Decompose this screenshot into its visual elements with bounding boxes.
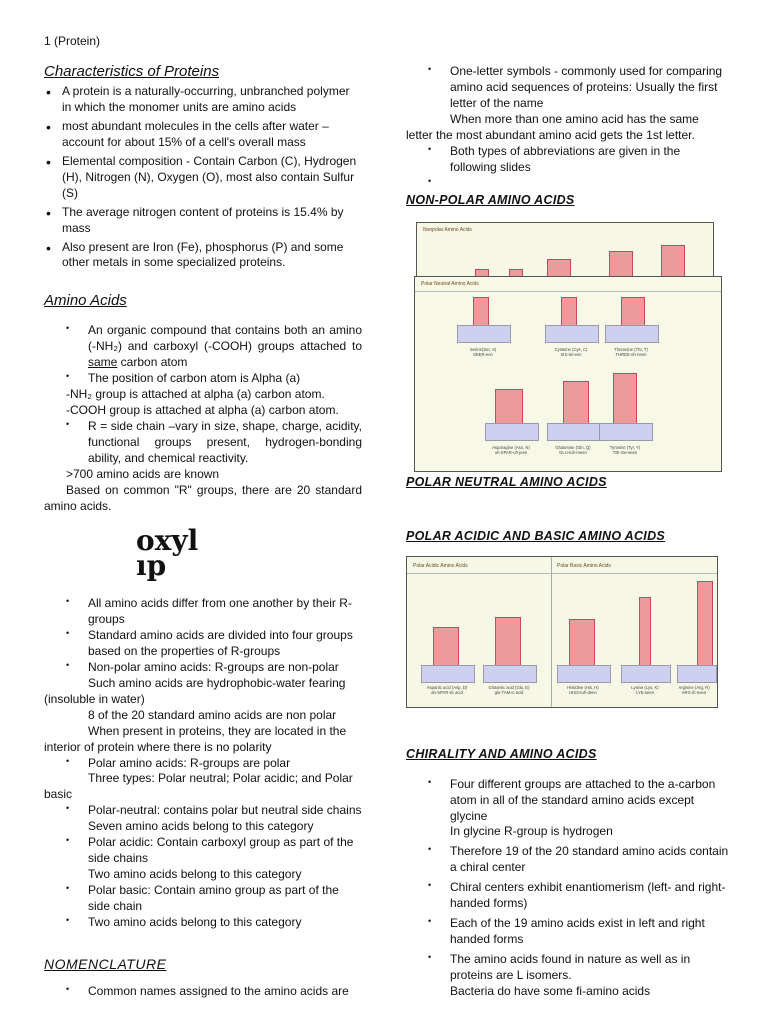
chirality-item-4: • Chiral centers exhibit enantiomerism (left- and right-handed forms) xyxy=(406,880,730,912)
cysteine-backbone xyxy=(545,325,599,343)
groups-item-2: • Standard amino acids are divided into four groups based on the properties of R-groups xyxy=(44,628,362,660)
lysine-side-chain xyxy=(639,597,651,667)
amino-acids-item-2: • The position of carbon atom is Alpha (a) xyxy=(44,371,362,387)
amino-acids-item-1 xyxy=(44,323,362,371)
groups-line-10: Seven amino acids belong to this category xyxy=(88,819,314,834)
glutamine-backbone xyxy=(547,423,601,441)
serine-side-chain xyxy=(473,297,489,327)
nomenclature-item-1: • Common names assigned to the amino acids are xyxy=(44,984,362,1000)
serine-backbone xyxy=(457,325,511,343)
aspartic-backbone xyxy=(421,665,475,683)
groups-line-6: When present in proteins, they are located in the interior of protein where there is no polarity xyxy=(44,723,347,754)
chirality-line-7: Bacteria do have some fi-amino acids xyxy=(450,984,651,999)
nonpolar-heading: NON-POLAR AMINO ACIDS xyxy=(406,192,575,207)
characteristics-item-2: • most abundant molecules in the cells after water – account for about 15% of a cell's overall mass xyxy=(44,119,362,151)
chirality-line-2: In glycine R-group is hydrogen xyxy=(450,824,613,839)
page-title: 1 (Protein) xyxy=(44,34,101,48)
arginine-backbone xyxy=(677,665,717,683)
acidic-fig-header: Polar Acidic Amino Acids xyxy=(413,563,468,569)
histidine-side-chain xyxy=(569,619,595,667)
tyrosine-caption: Tyrosine (Tyr, Y) TIE-roe-seen xyxy=(609,445,641,456)
characteristics-item-3: • Elemental composition - Contain Carbon (C), Hydrogen (H), Nitrogen (N), Oxygen (O), most also contain Sulfur (S) xyxy=(44,154,362,202)
polar-acidic-basic-heading: POLAR ACIDIC AND BASIC AMINO ACIDS xyxy=(406,529,666,543)
groups-section xyxy=(44,596,362,1000)
header-rule xyxy=(407,573,717,574)
amino-acids-heading: Amino Acids xyxy=(44,292,127,310)
characteristics-item-1: • A protein is a naturally-occurring, unbranched polymer in which the monomer units are amino acids xyxy=(44,84,362,116)
groups-line-12: Two amino acids belong to this category xyxy=(88,867,302,882)
threonine-backbone xyxy=(605,325,659,343)
groups-item-7: • Polar amino acids: R-groups are polar xyxy=(44,756,362,772)
header-rule xyxy=(415,291,721,292)
ghost-line-1: oxyl xyxy=(136,524,199,557)
histidine-caption: Histidine (His, H) HISS-tuh-deen xyxy=(567,685,599,696)
groups-line-5: 8 of the 20 standard amino acids are non polar xyxy=(88,707,337,722)
asparagine-side-chain xyxy=(495,389,523,425)
groups-item-13: • Polar basic: Contain amino group as part of the side chain xyxy=(44,883,362,915)
aspartic-side-chain xyxy=(433,627,459,667)
groups-item-9: • Polar-neutral: contains polar but neutral side chains xyxy=(44,803,362,819)
characteristics-item-5: • Also present are Iron (Fe), phosphorus (P) and some other metals in some specialized proteins. xyxy=(44,240,362,272)
amino-acids-line-7: Based on common "R" groups, there are 20 standard amino acids. xyxy=(44,482,362,513)
amino-acids-line-3: -NH₂ group is attached at alpha (a) carbon atom. xyxy=(66,387,325,402)
characteristics-heading: Characteristics of Proteins xyxy=(44,63,220,80)
glutamine-caption: Glutamine (Gln, Q) GLU-tuh-meen xyxy=(555,445,591,456)
amino-acids-item-1-post: carbon atom xyxy=(117,355,188,370)
serine-caption: Serine(Ser, S) SEER-een xyxy=(469,347,497,358)
amino-acids-line-6: >700 amino acids are known xyxy=(66,466,220,481)
polar-neutral-fig-header: Polar Neutral Amino Acids xyxy=(421,281,479,287)
nomenclature-heading: NOMENCLATURE xyxy=(44,956,167,973)
histidine-backbone xyxy=(557,665,611,683)
aspartic-caption: Aspartic acid (Asp, D) ah-SPAR-tic acid xyxy=(426,685,468,696)
cysteine-side-chain xyxy=(561,297,577,327)
cysteine-caption: Cysteine (Cys, C) SIS-tei-een xyxy=(554,347,588,358)
amino-acids-line-4: -COOH group is attached at alpha (a) carbon atom. xyxy=(66,403,339,418)
asparagine-backbone xyxy=(485,423,539,441)
amino-acids-item-1-same: same xyxy=(88,355,118,370)
symbols-item-4 xyxy=(406,176,728,190)
chirality-section xyxy=(406,746,730,1000)
symbols-item-3: • Both types of abbreviations are given in the following slides xyxy=(406,144,728,176)
groups-item-11: • Polar acidic: Contain carboxyl group as part of the side chains xyxy=(44,835,362,867)
arginine-side-chain xyxy=(697,581,713,667)
lysine-caption: Lysine (Lys, K) LYE-seen xyxy=(631,685,659,696)
cropped-carboxyl-group-image xyxy=(136,524,199,583)
groups-item-3: • Non-polar amino acids: R-groups are non-polar xyxy=(44,660,362,676)
glutamic-side-chain xyxy=(495,617,521,667)
polar-neutral-figure xyxy=(414,276,722,472)
symbols-line-2: When more than one amino acid has the same letter the most abundant amino acid gets the 1st letter. xyxy=(406,111,699,142)
glutamic-backbone xyxy=(483,665,537,683)
chirality-item-1: • Four different groups are attached to the a-carbon atom in all of the standard amino acids except glycine xyxy=(406,777,730,825)
groups-item-14: • Two amino acids belong to this category xyxy=(44,915,362,931)
amino-acids-item-1-pre: An organic compound that contains both an amino (-NH₂) and carboxyl (-COOH) groups attached to xyxy=(88,323,362,354)
tyrosine-backbone xyxy=(599,423,653,441)
nonpolar-figure-back xyxy=(416,222,714,282)
chirality-heading: CHIRALITY AND AMINO ACIDS xyxy=(406,747,597,761)
groups-item-1: • All amino acids differ from one another by their R-groups xyxy=(44,596,362,628)
arginine-caption: Arginine (Arg, R) ARG-ih-neen xyxy=(678,685,710,696)
lysine-backbone xyxy=(621,665,671,683)
threonine-caption: Threonine (Thr, T) THREE-oh-neen xyxy=(614,347,648,358)
symbols-item-1: • One-letter symbols - commonly used for comparing amino acid sequences of proteins: Usually the first letter of the name xyxy=(406,64,728,112)
right-column xyxy=(406,64,728,208)
chirality-item-6: • The amino acids found in nature as well as in proteins are L isomers. xyxy=(406,952,730,984)
groups-line-8: Three types: Polar neutral; Polar acidic; and Polar basic xyxy=(44,771,353,802)
ghost-line-2: ıp xyxy=(136,549,167,583)
glutamic-caption: Glutamic acid (Glu, E) glu-TAM-ic acid xyxy=(488,685,530,696)
chirality-item-5: • Each of the 19 amino acids exist in left and right handed forms xyxy=(406,916,730,948)
polar-acidic-basic-figure xyxy=(406,556,718,708)
groups-line-4: Such amino acids are hydrophobic-water fearing (insoluble in water) xyxy=(44,675,346,706)
glutamine-side-chain xyxy=(563,381,589,425)
nonpolar-fig-header: Nonpolar Amino Acids xyxy=(423,227,472,233)
chirality-item-3: • Therefore 19 of the 20 standard amino acids contain a chiral center xyxy=(406,844,730,876)
left-column xyxy=(44,62,362,515)
basic-fig-header: Polar Basic Amino Acids xyxy=(557,563,611,569)
polar-neutral-heading: POLAR NEUTRAL AMINO ACIDS xyxy=(406,475,607,489)
characteristics-item-4: • The average nitrogen content of proteins is 15.4% by mass xyxy=(44,205,362,237)
amino-acids-item-5: • R = side chain –vary in size, shape, charge, acidity, functional groups present, hydrogen-bonding ability, and chemical reactivity. xyxy=(44,419,362,467)
tyrosine-side-chain xyxy=(613,373,637,425)
asparagine-caption: Asparagine (Asn, N) uh-SPAR-uh-jeen xyxy=(492,445,530,456)
threonine-side-chain xyxy=(621,297,645,327)
